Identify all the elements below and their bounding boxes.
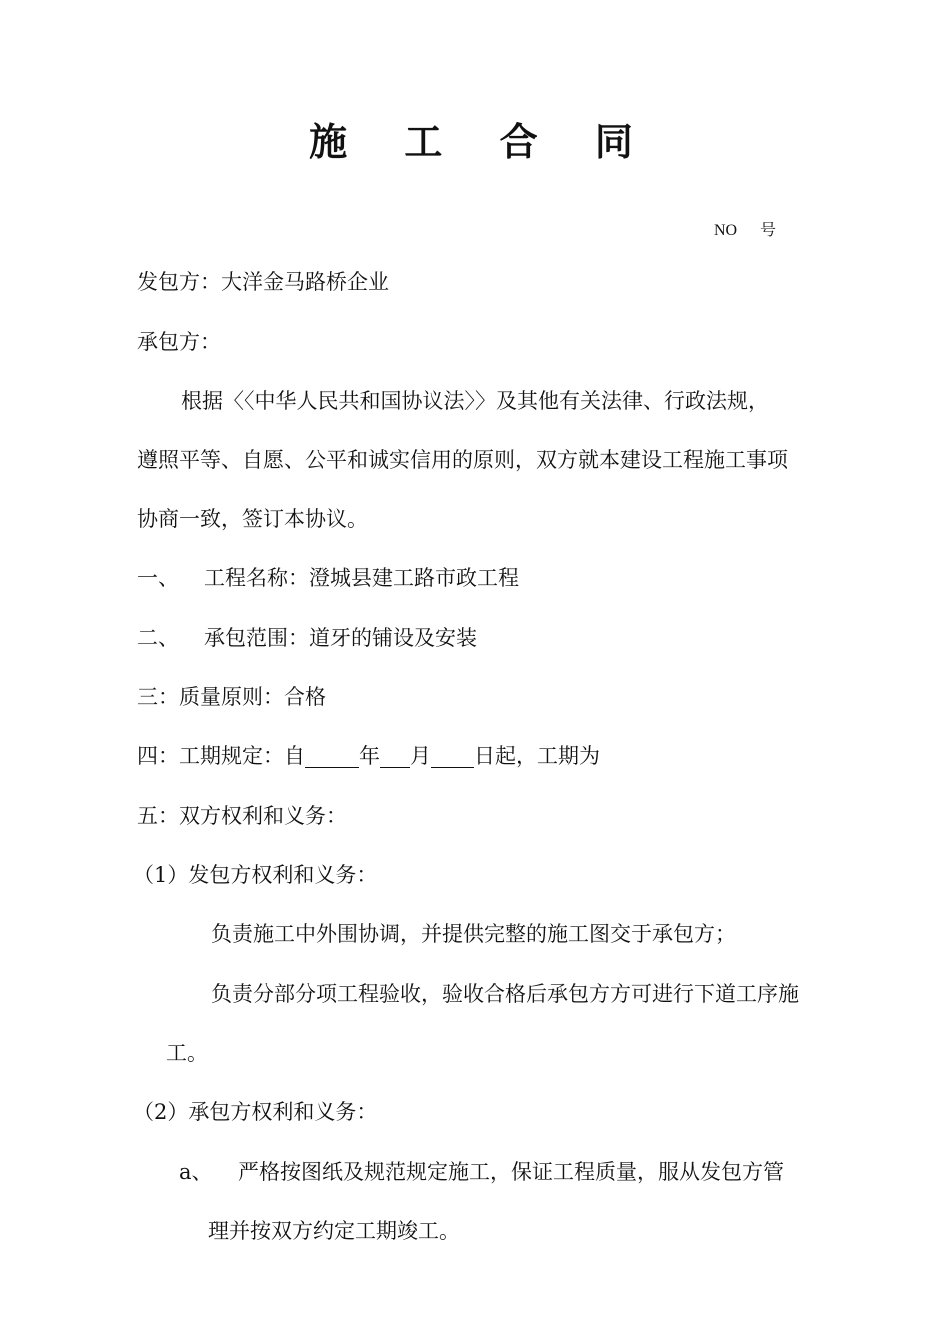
employer-duty-item-2-line-2: 工。: [166, 1041, 208, 1065]
contractor-duty-a-label: a、: [179, 1160, 213, 1184]
preamble-line-3: 协商一致，签订本协议。: [137, 507, 368, 531]
preamble-line-1: 根据〈〈中华人民共和国协议法〉〉及其他有关法律、行政法规，: [181, 389, 769, 413]
clause-4-schedule: [137, 744, 600, 768]
employer-duty-item-2-line-1: 负责分部分项工程验收，验收合格后承包方方可进行下道工序施: [211, 982, 799, 1006]
employer-duties-heading: （1）发包方权利和义务：: [133, 863, 378, 887]
contractor-duty-a-line-1: 严格按图纸及规范规定施工，保证工程质量，服从发包方管: [238, 1160, 784, 1184]
clause-1-number: 一、: [137, 566, 179, 590]
clause-5-heading: 五：双方权利和义务：: [137, 804, 347, 828]
clause-2-number: 二、: [137, 626, 179, 650]
employer-duty-item-1: 负责施工中外围协调，并提供完整的施工图交于承包方；: [211, 922, 736, 946]
contractor-duty-a-line-2: 理并按双方约定工期竣工。: [208, 1219, 460, 1243]
clause-4-prefix: 四：工期规定：自: [137, 744, 305, 768]
preamble-line-2: 遵照平等、自愿、公平和诚实信用的原则，双方就本建设工程施工事项: [137, 448, 788, 472]
clause-2-text: 承包范围：道牙的铺设及安装: [204, 626, 477, 650]
clause-4-suffix: 日起，工期为: [474, 744, 600, 768]
clause-3-quality: 三：质量原则：合格: [137, 685, 326, 709]
contract-number-suffix: 号: [760, 222, 777, 239]
day-blank: [431, 745, 474, 768]
document-title: 施 工 合 同: [309, 120, 655, 164]
employer-line: 发包方：大洋金马路桥企业: [137, 270, 389, 294]
clause-4-month-label: 月: [410, 744, 431, 768]
contractor-line: 承包方：: [137, 330, 221, 354]
contract-number-label: NO: [714, 222, 738, 239]
month-blank: [380, 745, 410, 768]
contractor-duties-heading: （2）承包方权利和义务：: [133, 1100, 378, 1124]
year-blank: [305, 745, 359, 768]
clause-1-text: 工程名称：澄城县建工路市政工程: [204, 566, 519, 590]
clause-4-year-label: 年: [359, 744, 380, 768]
